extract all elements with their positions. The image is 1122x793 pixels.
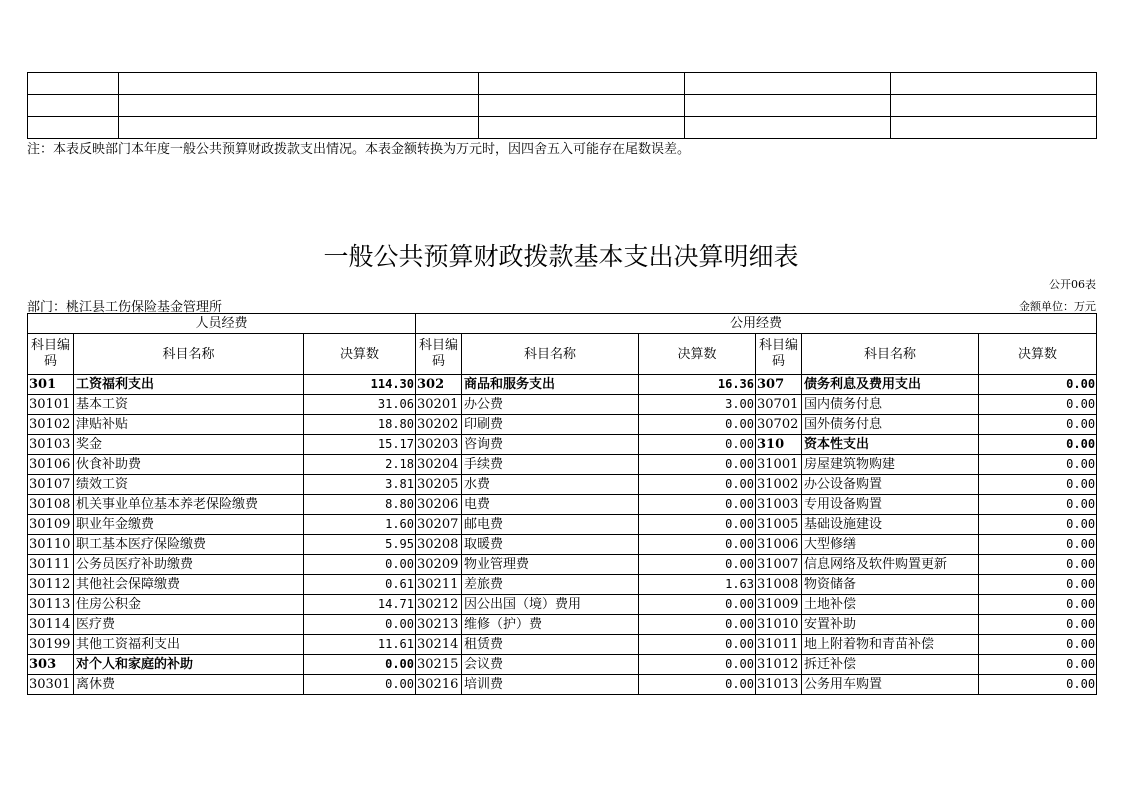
item-code: 30701 <box>756 395 802 415</box>
item-name: 租赁费 <box>462 635 639 655</box>
item-code: 30206 <box>416 495 462 515</box>
item-name: 邮电费 <box>462 515 639 535</box>
table-row <box>28 475 1097 495</box>
item-code: 303 <box>28 655 74 675</box>
item-name: 国内债务付息 <box>802 395 979 415</box>
item-code: 31010 <box>756 615 802 635</box>
group-header-row <box>28 314 1097 334</box>
item-code: 30205 <box>416 475 462 495</box>
item-amount: 0.00 <box>979 515 1097 535</box>
item-amount: 0.00 <box>639 475 756 495</box>
table-row <box>28 595 1097 615</box>
item-name: 咨询费 <box>462 435 639 455</box>
item-name: 地上附着物和青苗补偿 <box>802 635 979 655</box>
item-name: 资本性支出 <box>802 435 979 455</box>
item-code: 30110 <box>28 535 74 555</box>
item-name: 其他社会保障缴费 <box>74 575 304 595</box>
item-amount: 0.00 <box>304 675 416 695</box>
item-code: 30212 <box>416 595 462 615</box>
item-amount: 0.00 <box>979 535 1097 555</box>
item-amount: 0.00 <box>639 555 756 575</box>
item-code: 31011 <box>756 635 802 655</box>
item-name: 机关事业单位基本养老保险缴费 <box>74 495 304 515</box>
item-name: 基础设施建设 <box>802 515 979 535</box>
item-amount: 0.00 <box>979 435 1097 455</box>
item-code: 31006 <box>756 535 802 555</box>
item-amount: 0.00 <box>639 595 756 615</box>
item-name: 房屋建筑物购建 <box>802 455 979 475</box>
table-row <box>28 675 1097 695</box>
item-name: 物业管理费 <box>462 555 639 575</box>
item-code: 30213 <box>416 615 462 635</box>
item-name: 办公设备购置 <box>802 475 979 495</box>
code-header: 科目编码 <box>416 334 462 375</box>
table-row <box>28 635 1097 655</box>
item-code: 31012 <box>756 655 802 675</box>
table-row <box>28 455 1097 475</box>
table-row <box>28 495 1097 515</box>
item-amount: 0.00 <box>979 415 1097 435</box>
amount-unit-label: 金额单位：万元 <box>1019 300 1096 313</box>
item-amount: 0.00 <box>639 435 756 455</box>
item-name: 土地补偿 <box>802 595 979 615</box>
form-number: 公开06表 <box>1049 278 1096 291</box>
item-code: 30301 <box>28 675 74 695</box>
item-name: 伙食补助费 <box>74 455 304 475</box>
item-name: 拆迁补偿 <box>802 655 979 675</box>
item-code: 31003 <box>756 495 802 515</box>
item-amount: 0.00 <box>639 615 756 635</box>
department-label: 部门：桃江县工伤保险基金管理所 <box>27 300 223 315</box>
item-amount: 1.63 <box>639 575 756 595</box>
page-title: 一般公共预算财政拨款基本支出决算明细表 <box>323 242 799 271</box>
table-row <box>28 95 1097 117</box>
item-amount: 0.61 <box>304 575 416 595</box>
item-name: 奖金 <box>74 435 304 455</box>
public-expense-header: 公用经费 <box>416 314 1097 334</box>
item-name: 手续费 <box>462 455 639 475</box>
item-amount: 114.30 <box>304 375 416 395</box>
item-name: 电费 <box>462 495 639 515</box>
item-name: 取暖费 <box>462 535 639 555</box>
column-header-row <box>28 334 1097 375</box>
item-name: 专用设备购置 <box>802 495 979 515</box>
item-code: 30103 <box>28 435 74 455</box>
item-name: 物资储备 <box>802 575 979 595</box>
item-code: 30215 <box>416 655 462 675</box>
name-header: 科目名称 <box>74 334 304 375</box>
personnel-expense-header: 人员经费 <box>28 314 416 334</box>
table-row <box>28 615 1097 635</box>
expenditure-detail-table <box>27 313 1097 695</box>
table-row <box>28 395 1097 415</box>
item-amount: 18.80 <box>304 415 416 435</box>
item-amount: 0.00 <box>979 495 1097 515</box>
item-code: 31007 <box>756 555 802 575</box>
item-name: 津贴补贴 <box>74 415 304 435</box>
table-row <box>28 575 1097 595</box>
item-amount: 0.00 <box>639 415 756 435</box>
item-amount: 0.00 <box>639 675 756 695</box>
amount-header: 决算数 <box>639 334 756 375</box>
item-code: 30113 <box>28 595 74 615</box>
item-amount: 0.00 <box>304 655 416 675</box>
item-code: 30108 <box>28 495 74 515</box>
table-row <box>28 415 1097 435</box>
item-amount: 3.00 <box>639 395 756 415</box>
item-name: 大型修缮 <box>802 535 979 555</box>
item-amount: 5.95 <box>304 535 416 555</box>
item-amount: 14.71 <box>304 595 416 615</box>
item-amount: 3.81 <box>304 475 416 495</box>
item-code: 30111 <box>28 555 74 575</box>
item-code: 30216 <box>416 675 462 695</box>
item-name: 工资福利支出 <box>74 375 304 395</box>
item-name: 办公费 <box>462 395 639 415</box>
item-name: 信息网络及软件购置更新 <box>802 555 979 575</box>
item-code: 30209 <box>416 555 462 575</box>
item-code: 31002 <box>756 475 802 495</box>
amount-header: 决算数 <box>979 334 1097 375</box>
item-name: 印刷费 <box>462 415 639 435</box>
item-code: 30109 <box>28 515 74 535</box>
previous-table <box>27 72 1097 139</box>
item-name: 职工基本医疗保险缴费 <box>74 535 304 555</box>
item-code: 30106 <box>28 455 74 475</box>
item-amount: 0.00 <box>639 655 756 675</box>
item-code: 307 <box>756 375 802 395</box>
item-amount: 0.00 <box>979 375 1097 395</box>
item-code: 31001 <box>756 455 802 475</box>
item-code: 31009 <box>756 595 802 615</box>
item-name: 国外债务付息 <box>802 415 979 435</box>
item-amount: 15.17 <box>304 435 416 455</box>
name-header: 科目名称 <box>462 334 639 375</box>
item-amount: 16.36 <box>639 375 756 395</box>
item-code: 30207 <box>416 515 462 535</box>
item-code: 31008 <box>756 575 802 595</box>
table-note: 注：本表反映部门本年度一般公共预算财政拨款支出情况。本表金额转换为万元时，因四舍五入可能存在尾数误差。 <box>27 142 691 157</box>
table-row <box>28 375 1097 395</box>
table-row <box>28 515 1097 535</box>
item-amount: 0.00 <box>639 535 756 555</box>
item-code: 30204 <box>416 455 462 475</box>
item-amount: 0.00 <box>979 395 1097 415</box>
item-amount: 0.00 <box>639 515 756 535</box>
item-code: 31013 <box>756 675 802 695</box>
item-code: 30101 <box>28 395 74 415</box>
item-amount: 0.00 <box>979 555 1097 575</box>
item-amount: 11.61 <box>304 635 416 655</box>
item-code: 30214 <box>416 635 462 655</box>
table-row <box>28 435 1097 455</box>
item-code: 30201 <box>416 395 462 415</box>
item-amount: 0.00 <box>979 575 1097 595</box>
item-name: 基本工资 <box>74 395 304 415</box>
item-code: 30203 <box>416 435 462 455</box>
item-code: 30102 <box>28 415 74 435</box>
item-code: 30702 <box>756 415 802 435</box>
item-amount: 1.60 <box>304 515 416 535</box>
item-amount: 0.00 <box>639 455 756 475</box>
item-name: 离休费 <box>74 675 304 695</box>
table-row <box>28 655 1097 675</box>
table-row <box>28 117 1097 139</box>
item-amount: 0.00 <box>979 615 1097 635</box>
item-amount: 0.00 <box>304 615 416 635</box>
item-name: 债务利息及费用支出 <box>802 375 979 395</box>
item-amount: 2.18 <box>304 455 416 475</box>
code-header: 科目编码 <box>28 334 74 375</box>
item-name: 商品和服务支出 <box>462 375 639 395</box>
item-code: 30199 <box>28 635 74 655</box>
item-amount: 0.00 <box>639 635 756 655</box>
item-amount: 0.00 <box>639 495 756 515</box>
item-code: 302 <box>416 375 462 395</box>
code-header: 科目编码 <box>756 334 802 375</box>
item-name: 安置补助 <box>802 615 979 635</box>
table-row <box>28 73 1097 95</box>
item-code: 30114 <box>28 615 74 635</box>
amount-header: 决算数 <box>304 334 416 375</box>
item-amount: 0.00 <box>979 455 1097 475</box>
item-name: 培训费 <box>462 675 639 695</box>
item-name: 因公出国（境）费用 <box>462 595 639 615</box>
item-amount: 0.00 <box>979 475 1097 495</box>
item-name: 职业年金缴费 <box>74 515 304 535</box>
item-code: 310 <box>756 435 802 455</box>
item-name: 对个人和家庭的补助 <box>74 655 304 675</box>
name-header: 科目名称 <box>802 334 979 375</box>
item-name: 维修（护）费 <box>462 615 639 635</box>
item-code: 301 <box>28 375 74 395</box>
item-name: 其他工资福利支出 <box>74 635 304 655</box>
item-amount: 31.06 <box>304 395 416 415</box>
item-amount: 0.00 <box>304 555 416 575</box>
item-code: 30211 <box>416 575 462 595</box>
item-name: 水费 <box>462 475 639 495</box>
item-code: 30208 <box>416 535 462 555</box>
item-name: 医疗费 <box>74 615 304 635</box>
item-code: 30202 <box>416 415 462 435</box>
item-amount: 0.00 <box>979 595 1097 615</box>
table-row <box>28 535 1097 555</box>
item-name: 会议费 <box>462 655 639 675</box>
item-name: 住房公积金 <box>74 595 304 615</box>
item-amount: 0.00 <box>979 655 1097 675</box>
table-row <box>28 555 1097 575</box>
item-name: 公务员医疗补助缴费 <box>74 555 304 575</box>
item-amount: 0.00 <box>979 675 1097 695</box>
item-amount: 8.80 <box>304 495 416 515</box>
item-code: 31005 <box>756 515 802 535</box>
item-name: 公务用车购置 <box>802 675 979 695</box>
item-amount: 0.00 <box>979 635 1097 655</box>
item-code: 30112 <box>28 575 74 595</box>
item-code: 30107 <box>28 475 74 495</box>
item-name: 差旅费 <box>462 575 639 595</box>
item-name: 绩效工资 <box>74 475 304 495</box>
